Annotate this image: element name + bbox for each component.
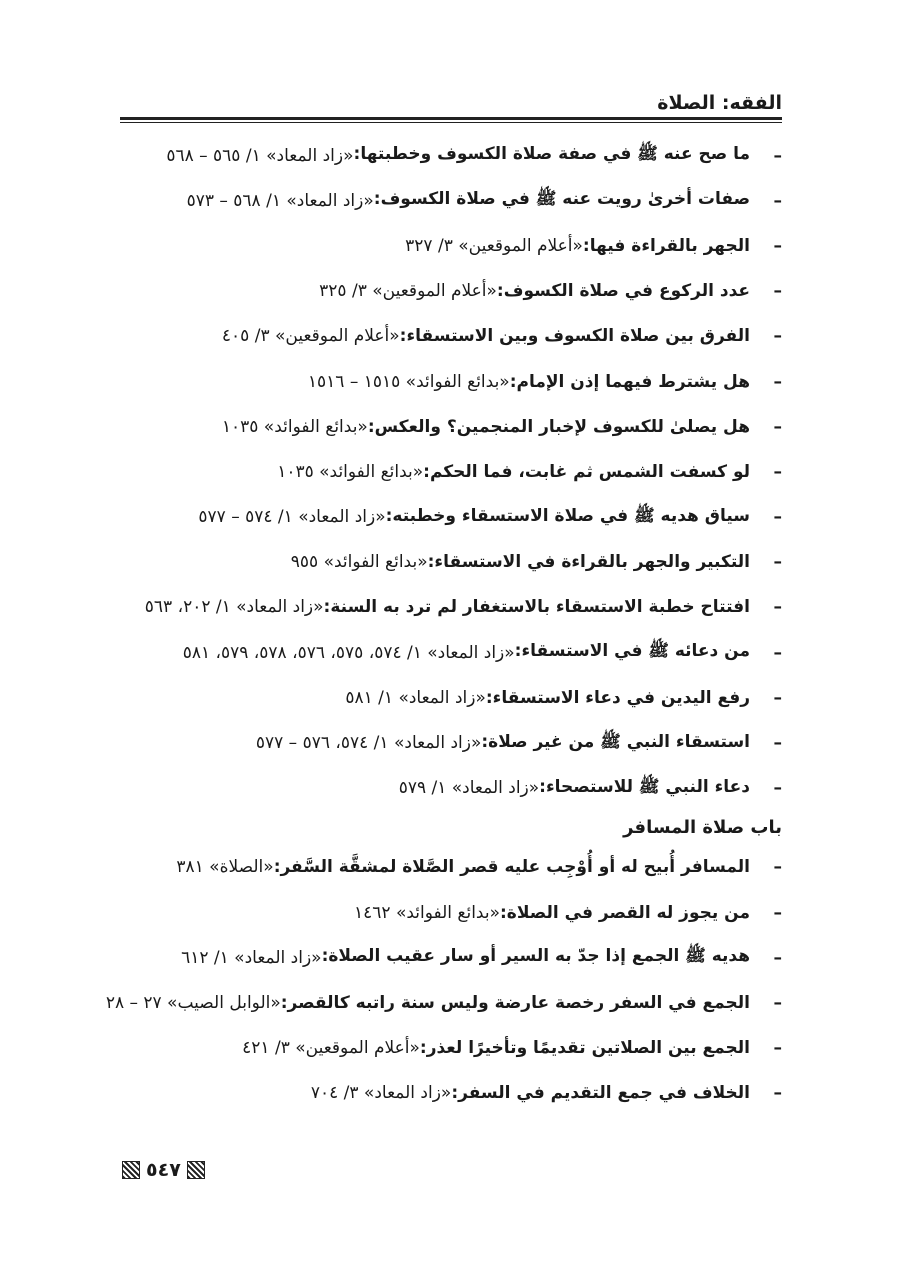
ornament-right-icon — [187, 1161, 205, 1179]
entry-text: استسقاء النبي ﷺ من غير صلاة: — [481, 731, 750, 752]
entry-dash: – — [773, 1083, 782, 1104]
entry-text: من دعائه ﷺ في الاستسقاء: — [514, 641, 750, 662]
entry-citation: «زاد المعاد» ١/ ٥٧٤، ٥٧٦ – ٥٧٧ — [255, 733, 482, 754]
index-entry — [110, 675, 782, 720]
index-entry — [110, 404, 782, 449]
entry-citation: «أعلام الموقعين» ٣/ ٣٢٥ — [319, 281, 497, 302]
entry-text: المسافر أُبيح له أو أُوْجِب عليه قصر الصَّلاة لمشقَّة السَّفر: — [273, 857, 750, 878]
entry-text: الجمع بين الصلاتين تقديمًا وتأخيرًا لعذر: — [419, 1038, 750, 1059]
index-entry — [110, 1026, 782, 1071]
index-entry — [110, 269, 782, 314]
running-header: الفقه: الصلاة — [657, 92, 782, 114]
entry-citation: «بدائع الفوائد» ١٠٣٥ — [221, 416, 368, 437]
index-entry — [110, 495, 782, 540]
index-entry — [110, 845, 782, 890]
entry-text: لو كسفت الشمس ثم غابت، فما الحكم: — [423, 461, 750, 482]
entry-text: رفع اليدين في دعاء الاستسقاء: — [485, 687, 750, 708]
index-entry — [110, 449, 782, 494]
entry-citation: «زاد المعاد» ١/ ٥٧٤، ٥٧٥، ٥٧٦، ٥٧٨، ٥٧٩، ٥٨١ — [182, 642, 515, 663]
page-footer — [122, 1158, 205, 1182]
entry-dash: – — [773, 371, 782, 392]
entry-citation: «بدائع الفوائد» ٩٥٥ — [290, 552, 428, 573]
entry-citation: «زاد المعاد» ٣/ ٧٠٤ — [310, 1083, 452, 1104]
entry-dash: – — [773, 552, 782, 573]
entry-text: هل يشترط فيهما إذن الإمام: — [509, 371, 750, 392]
entry-dash: – — [773, 145, 782, 166]
entry-dash: – — [773, 992, 782, 1013]
entry-text: هل يصلىٰ للكسوف لإخبار المنجمين؟ والعكس: — [367, 416, 750, 437]
entry-dash: – — [773, 1038, 782, 1059]
section-heading: باب صلاة المسافر — [623, 817, 782, 839]
entries-group-2 — [105, 845, 782, 1116]
entry-citation: «زاد المعاد» ١/ ٢٠٢، ٥٦٣ — [144, 597, 324, 618]
entry-dash: – — [773, 857, 782, 878]
entry-dash: – — [773, 326, 782, 347]
index-entry — [110, 630, 782, 675]
ornament-left-icon — [122, 1161, 140, 1179]
entry-citation: «بدائع الفوائد» ١٥١٥ – ١٥١٦ — [307, 371, 510, 392]
entry-citation: «زاد المعاد» ١/ ٥٧٩ — [398, 778, 540, 799]
header-rule-thick — [120, 117, 782, 120]
index-entry — [110, 1071, 782, 1116]
entry-text: الجمع في السفر رخصة عارضة وليس سنة راتبه كالقصر: — [280, 992, 750, 1013]
index-entry — [110, 890, 782, 935]
entry-dash: – — [773, 733, 782, 754]
entry-citation: «بدائع الفوائد» ١٠٣٥ — [277, 461, 424, 482]
entry-dash: – — [773, 190, 782, 211]
index-entry — [110, 314, 782, 359]
entry-text: دعاء النبي ﷺ للاستصحاء: — [539, 776, 750, 797]
index-entry — [110, 935, 782, 980]
entry-citation: «زاد المعاد» ١/ ٥٨١ — [345, 687, 486, 708]
index-entry — [110, 133, 782, 178]
entry-text: صفات أخرىٰ رويت عنه ﷺ في صلاة الكسوف: — [373, 189, 750, 210]
entry-citation: «بدائع الفوائد» ١٤٦٢ — [354, 902, 500, 923]
entry-dash: – — [773, 416, 782, 437]
entry-citation: «أعلام الموقعين» ٣/ ٤٢١ — [242, 1038, 420, 1059]
index-entry — [105, 980, 782, 1025]
entry-text: الجهر بالقراءة فيها: — [582, 235, 750, 256]
index-entry — [110, 766, 782, 811]
entry-text: التكبير والجهر بالقراءة في الاستسقاء: — [427, 552, 750, 573]
index-entry — [110, 223, 782, 268]
entry-dash: – — [773, 507, 782, 528]
entry-text: عدد الركوع في صلاة الكسوف: — [496, 281, 750, 302]
entry-dash: – — [773, 281, 782, 302]
index-entry — [110, 540, 782, 585]
entry-text: من يجوز له القصر في الصلاة: — [500, 902, 750, 923]
entry-citation: «زاد المعاد» ١/ ٦١٢ — [181, 947, 322, 968]
entry-dash: – — [773, 642, 782, 663]
header-rule-thin — [120, 122, 782, 123]
entry-text: الفرق بين صلاة الكسوف وبين الاستسقاء: — [399, 326, 750, 347]
entry-citation: «زاد المعاد» ١/ ٥٦٨ – ٥٧٣ — [186, 190, 374, 211]
index-entry — [110, 178, 782, 223]
entry-text: ما صح عنه ﷺ في صفة صلاة الكسوف وخطبتها: — [353, 144, 750, 165]
entry-text: هديه ﷺ الجمع إذا جدّ به السير أو سار عقيب الصلاة: — [321, 946, 750, 967]
entry-citation: «أعلام الموقعين» ٣/ ٣٢٧ — [405, 235, 583, 256]
entry-dash: – — [773, 235, 782, 256]
entry-citation: «الصلاة» ٣٨١ — [176, 857, 274, 878]
entry-citation: «زاد المعاد» ١/ ٥٧٤ – ٥٧٧ — [198, 507, 386, 528]
entry-dash: – — [773, 947, 782, 968]
page-number: ٥٤٧ — [146, 1159, 181, 1181]
entries-group-1 — [110, 133, 782, 811]
index-entry — [110, 585, 782, 630]
entry-text: افتتاح خطبة الاستسقاء بالاستغفار لم ترد به السنة: — [323, 597, 750, 618]
entry-text: الخلاف في جمع التقديم في السفر: — [451, 1083, 750, 1104]
index-entry — [110, 720, 782, 765]
index-entry — [110, 359, 782, 404]
entry-dash: – — [773, 597, 782, 618]
entry-dash: – — [773, 687, 782, 708]
entry-citation: «زاد المعاد» ١/ ٥٦٥ – ٥٦٨ — [166, 145, 354, 166]
entry-citation: «الوابل الصيب» ٢٧ – ٢٨ — [105, 992, 281, 1013]
index-entries — [105, 133, 782, 1116]
entry-dash: – — [773, 461, 782, 482]
entry-text: سياق هديه ﷺ في صلاة الاستسقاء وخطبته: — [385, 505, 750, 526]
entry-dash: – — [773, 902, 782, 923]
entry-citation: «أعلام الموقعين» ٣/ ٤٠٥ — [221, 326, 400, 347]
entry-dash: – — [773, 778, 782, 799]
